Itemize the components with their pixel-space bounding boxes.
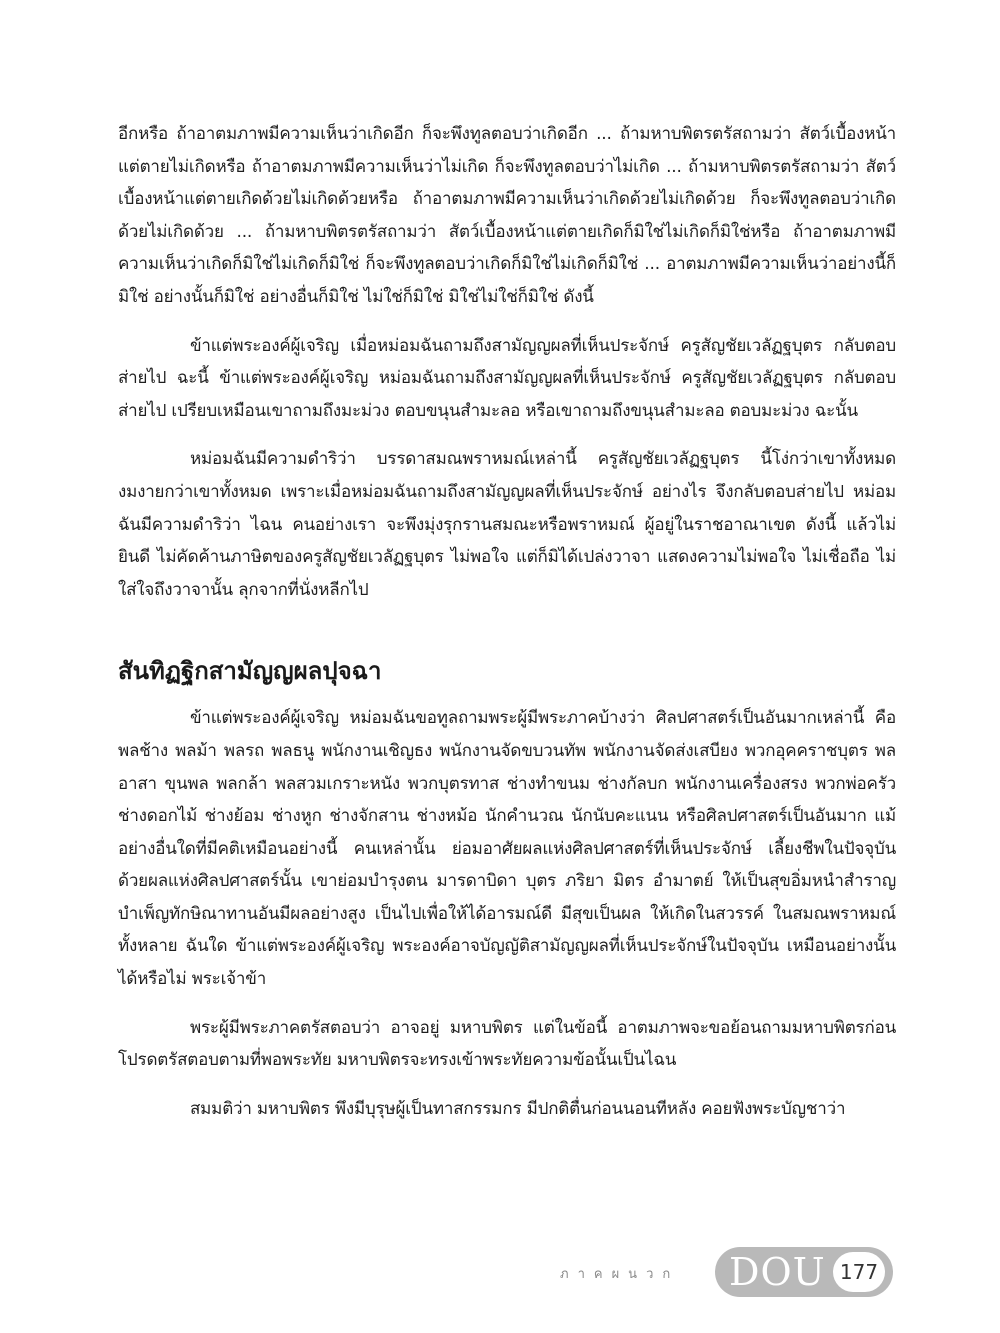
section-heading: สันทิฏฐิกสามัญญผลปุจฉา (118, 657, 382, 686)
paragraph-4: ข้าแต่พระองค์ผู้เจริญ หม่อมฉันขอทูลถามพระผู้มีพระภาคบ้างว่า ศิลปศาสตร์เป็นอันมากเหล่านี้ คือพลช้าง พลม้า พลรถ พลธนู พนักงานเชิญธง พนักงานจัดขบวนทัพ พนักงานจัดส่งเสบียง พวกอุคคราชบุตร พลอาสา ขุนพล พลกล้า พลสวมเกราะหนัง พวกบุตรทาส ช่างทำขนม ช่างกัลบก พนักงานเครื่องสรง พวกพ่อครัว ช่างดอกไม้ ช่างย้อม ช่างหูก ช่างจักสาน ช่างหม้อ นักคำนวณ นักนับคะแนน หรือศิลปศาสตร์เป็นอันมาก แม้อย่างอื่นใดที่มีคติเหมือนอย่างนี้ คนเหล่านั้น ย่อมอาศัยผลแห่งศิลปศาสตร์ที่เห็นประจักษ์ เลี้ยงชีพในปัจจุบัน ด้วยผลแห่งศิลปศาสตร์นั้น เขาย่อมบำรุงตน มารดาบิดา บุตร ภริยา มิตร อำมาตย์ ให้เป็นสุขอิ่มหนำสำราญ บำเพ็ญทักษิณาทานอันมีผลอย่างสูง เป็นไปเพื่อให้ได้อารมณ์ดี มีสุขเป็นผล ให้เกิดในสวรรค์ ในสมณพราหมณ์ทั้งหลาย ฉันใด ข้าแต่พระองค์ผู้เจริญ พระองค์อาจบัญญัติสามัญญผลที่เห็นประจักษ์ในปัจจุบัน เหมือนอย่างนั้นได้หรือไม่ พระเจ้าข้า (118, 708, 896, 990)
paragraph-3: หม่อมฉันมีความดำริว่า บรรดาสมณพราหมณ์เหล่านี้ ครูสัญชัยเวลัฏฐบุตร นี้โง่กว่าเขาทั้งหมด งมงายกว่าเขาทั้งหมด เพราะเมื่อหม่อมฉันถามถึงสามัญญผลที่เห็นประจักษ์ อย่างไร จึงกลับตอบส่ายไป หม่อมฉันมีความดำริว่า ไฉน คนอย่างเรา จะพึงมุ่งรุกรานสมณะหรือพราหมณ์ ผู้อยู่ในราชอาณาเขต ดังนี้ แล้วไม่ยินดี ไม่คัดค้านภาษิตของครูสัญชัยเวลัฏฐบุตร ไม่พอใจ แต่ก็มิได้เปล่งวาจา แสดงความไม่พอใจ ไม่เชื่อถือ ไม่ใส่ใจถึงวาจานั้น ลุกจากที่นั่งหลีกไป (118, 449, 896, 600)
paragraph-1: อีกหรือ ถ้าอาตมภาพมีความเห็นว่าเกิดอีก ก็จะพึงทูลตอบว่าเกิดอีก ... ถ้ามหาบพิตรตรัสถามว่า สัตว์เบื้องหน้าแต่ตายไม่เกิดหรือ ถ้าอาตมภาพมีความเห็นว่าไม่เกิด ก็จะพึงทูลตอบว่าไม่เกิด ... ถ้ามหาบพิตรตรัสถามว่า สัตว์เบื้องหน้าแต่ตายเกิดด้วยไม่เกิดด้วยหรือ ถ้าอาตมภาพมีความเห็นว่าเกิดด้วยไม่เกิดด้วย ก็จะพึงทูลตอบว่าเกิดด้วยไม่เกิดด้วย ... ถ้ามหาบพิตรตรัสถามว่า สัตว์เบื้องหน้าแต่ตายเกิดก็มิใช่ไม่เกิดก็มิใช่หรือ ถ้าอาตมภาพมีความเห็นว่าเกิดก็มิใช่ไม่เกิดก็มิใช่ ก็จะพึงทูลตอบว่าเกิดก็มิใช่ไม่เกิดก็มิใช่ ... อาตมภาพมีความเห็นว่าอย่างนี้ก็มิใช่ อย่างนั้นก็มิใช่ อย่างอื่นก็มิใช่ ไม่ใช่ก็มิใช่ มิใช่ไม่ใช่ก็มิใช่ ดังนี้ (118, 124, 896, 307)
dou-logo: DOU (729, 1250, 826, 1294)
paragraph-5: พระผู้มีพระภาคตรัสตอบว่า อาจอยู่ มหาบพิตร แต่ในข้อนี้ อาตมภาพจะขอย้อนถามมหาบพิตรก่อน โปรดตรัสตอบตามที่พอพระทัย มหาบพิตรจะทรงเข้าพระทัยความข้อนั้นเป็นไฉน (118, 1017, 896, 1071)
section-label: ภาคผนวก (560, 1267, 680, 1282)
paragraph-6: สมมติว่า มหาบพิตร พึงมีบุรุษผู้เป็นทาสกรรมกร มีปกติตื่นก่อนนอนทีหลัง คอยฟังพระบัญชาว่า (190, 1098, 846, 1119)
page-footer (560, 1247, 900, 1299)
body-text (118, 118, 896, 1141)
paragraph-2: ข้าแต่พระองค์ผู้เจริญ เมื่อหม่อมฉันถามถึงสามัญญผลที่เห็นประจักษ์ ครูสัญชัยเวลัฏฐบุตร กลับตอบส่ายไป ฉะนี้ ข้าแต่พระองค์ผู้เจริญ หม่อมฉันถามถึงสามัญญผลที่เห็นประจักษ์ ครูสัญชัยเวลัฏฐบุตร กลับตอบส่ายไป เปรียบเหมือนเขาถามถึงมะม่วง ตอบขนุนสำมะลอ หรือเขาถามถึงขนุนสำมะลอ ตอบมะม่วง ฉะนั้น (118, 335, 896, 421)
page-number: 177 (833, 1252, 885, 1292)
dou-badge (715, 1247, 893, 1297)
